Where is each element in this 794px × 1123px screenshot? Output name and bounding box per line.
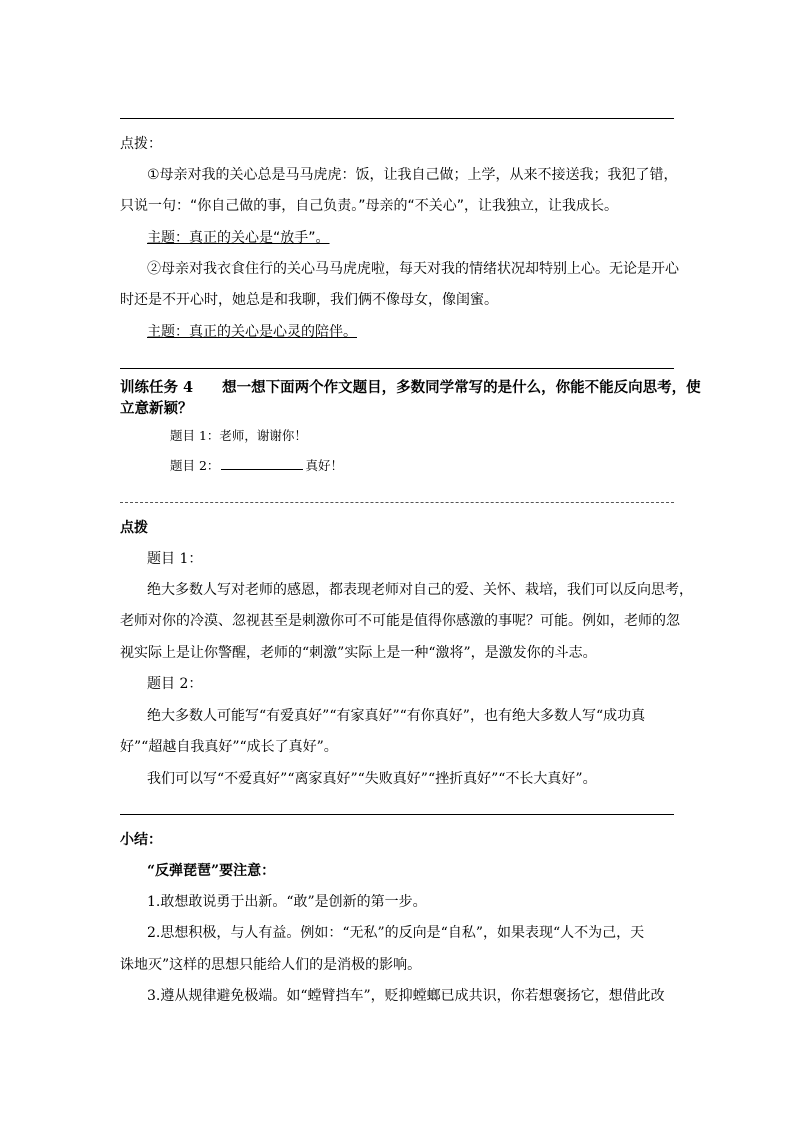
section1-p1-line2: 只说一句：“你自己做的事，自己负责。”母亲的“不关心”，让我独立，让我成长。 — [120, 198, 619, 214]
summary-item2-line2: 诛地灭”这样的思想只能给人们的是消极的影响。 — [120, 957, 422, 973]
section1-p1-line1: ①母亲对我的关心总是马马虎虎：饭，让我自己做；上学，从来不接送我；我犯了错， — [147, 167, 678, 183]
section1-theme1: 主题：真正的关心是“放手”。 — [147, 230, 330, 246]
section1-p2-line1: ②母亲对我衣食住行的关心马马虎虎啦，每天对我的情绪状况却特别上心。无论是开心 — [147, 261, 679, 277]
section1-theme2: 主题：真正的关心是心灵的陪伴。 — [147, 324, 357, 340]
topic2-blank — [221, 457, 303, 470]
section2-t2-line1: 绝大多数人可能写“有爱真好”“有家真好”“有你真好”，也有绝大多数人写“成功真 — [147, 708, 646, 724]
task4-topic2 — [170, 456, 730, 476]
section2-t1-line3: 视实际上是让你警醒，老师的“刺激”实际上是一种“激将”，是激发你的斗志。 — [120, 645, 597, 661]
section1-heading: 点拨： — [120, 136, 162, 152]
section2-t1-line1: 绝大多数人写对老师的感恩，都表现老师对自己的爱、关怀、栽培，我们可以反向思考， — [147, 582, 693, 598]
summary-item3-line1: 3.遵从规律避免极端。如“螳臂挡车”，贬抑螳螂已成共识，你若想褒扬它，想借此改 — [147, 988, 665, 1004]
top-divider — [120, 118, 674, 119]
task4-title-line1: 训练任务 4 想一想下面两个作文题目，多数同学常写的是什么，你能不能反向思考，使 — [120, 379, 701, 396]
section2-t2-line3: 我们可以写“不爱真好”“离家真好”“失败真好”“挫折真好”“不长大真好”。 — [147, 771, 597, 787]
summary-heading: 小结： — [120, 832, 162, 848]
divider-task4 — [120, 368, 674, 369]
task4-topic2-suffix: 真好！ — [305, 458, 343, 473]
section2-heading: 点拨 — [120, 520, 148, 536]
dashed-divider — [120, 502, 674, 503]
summary-item1: 1.敢想敢说勇于出新。“敢”是创新的第一步。 — [147, 894, 427, 910]
divider-summary — [120, 814, 674, 815]
summary-item2-line1: 2.思想积极，与人有益。例如：“无私”的反向是“自私”，如果表现“人不为己，天 — [147, 925, 645, 941]
task4-title-line2: 立意新颖？ — [120, 400, 193, 417]
summary-subheading: “反弹琵琶”要注意： — [147, 863, 276, 879]
section1-p2-line2: 时还是不开心时，她总是和我聊，我们俩不像母女，像闺蜜。 — [120, 292, 498, 308]
section2-t1-line2: 老师对你的冷漠、忽视甚至是刺激你可不可能是值得你感激的事呢？可能。例如，老师的忽 — [120, 613, 680, 629]
task4-topic2-prefix: 题目 2： — [170, 458, 220, 473]
section2-topic1-label: 题目 1： — [147, 551, 203, 567]
section2-topic2-label: 题目 2： — [147, 676, 203, 692]
section2-t2-line2: 好”“超越自我真好”“成长了真好”。 — [120, 739, 338, 755]
task4-topic1: 题目 1：老师，谢谢你！ — [170, 428, 307, 443]
